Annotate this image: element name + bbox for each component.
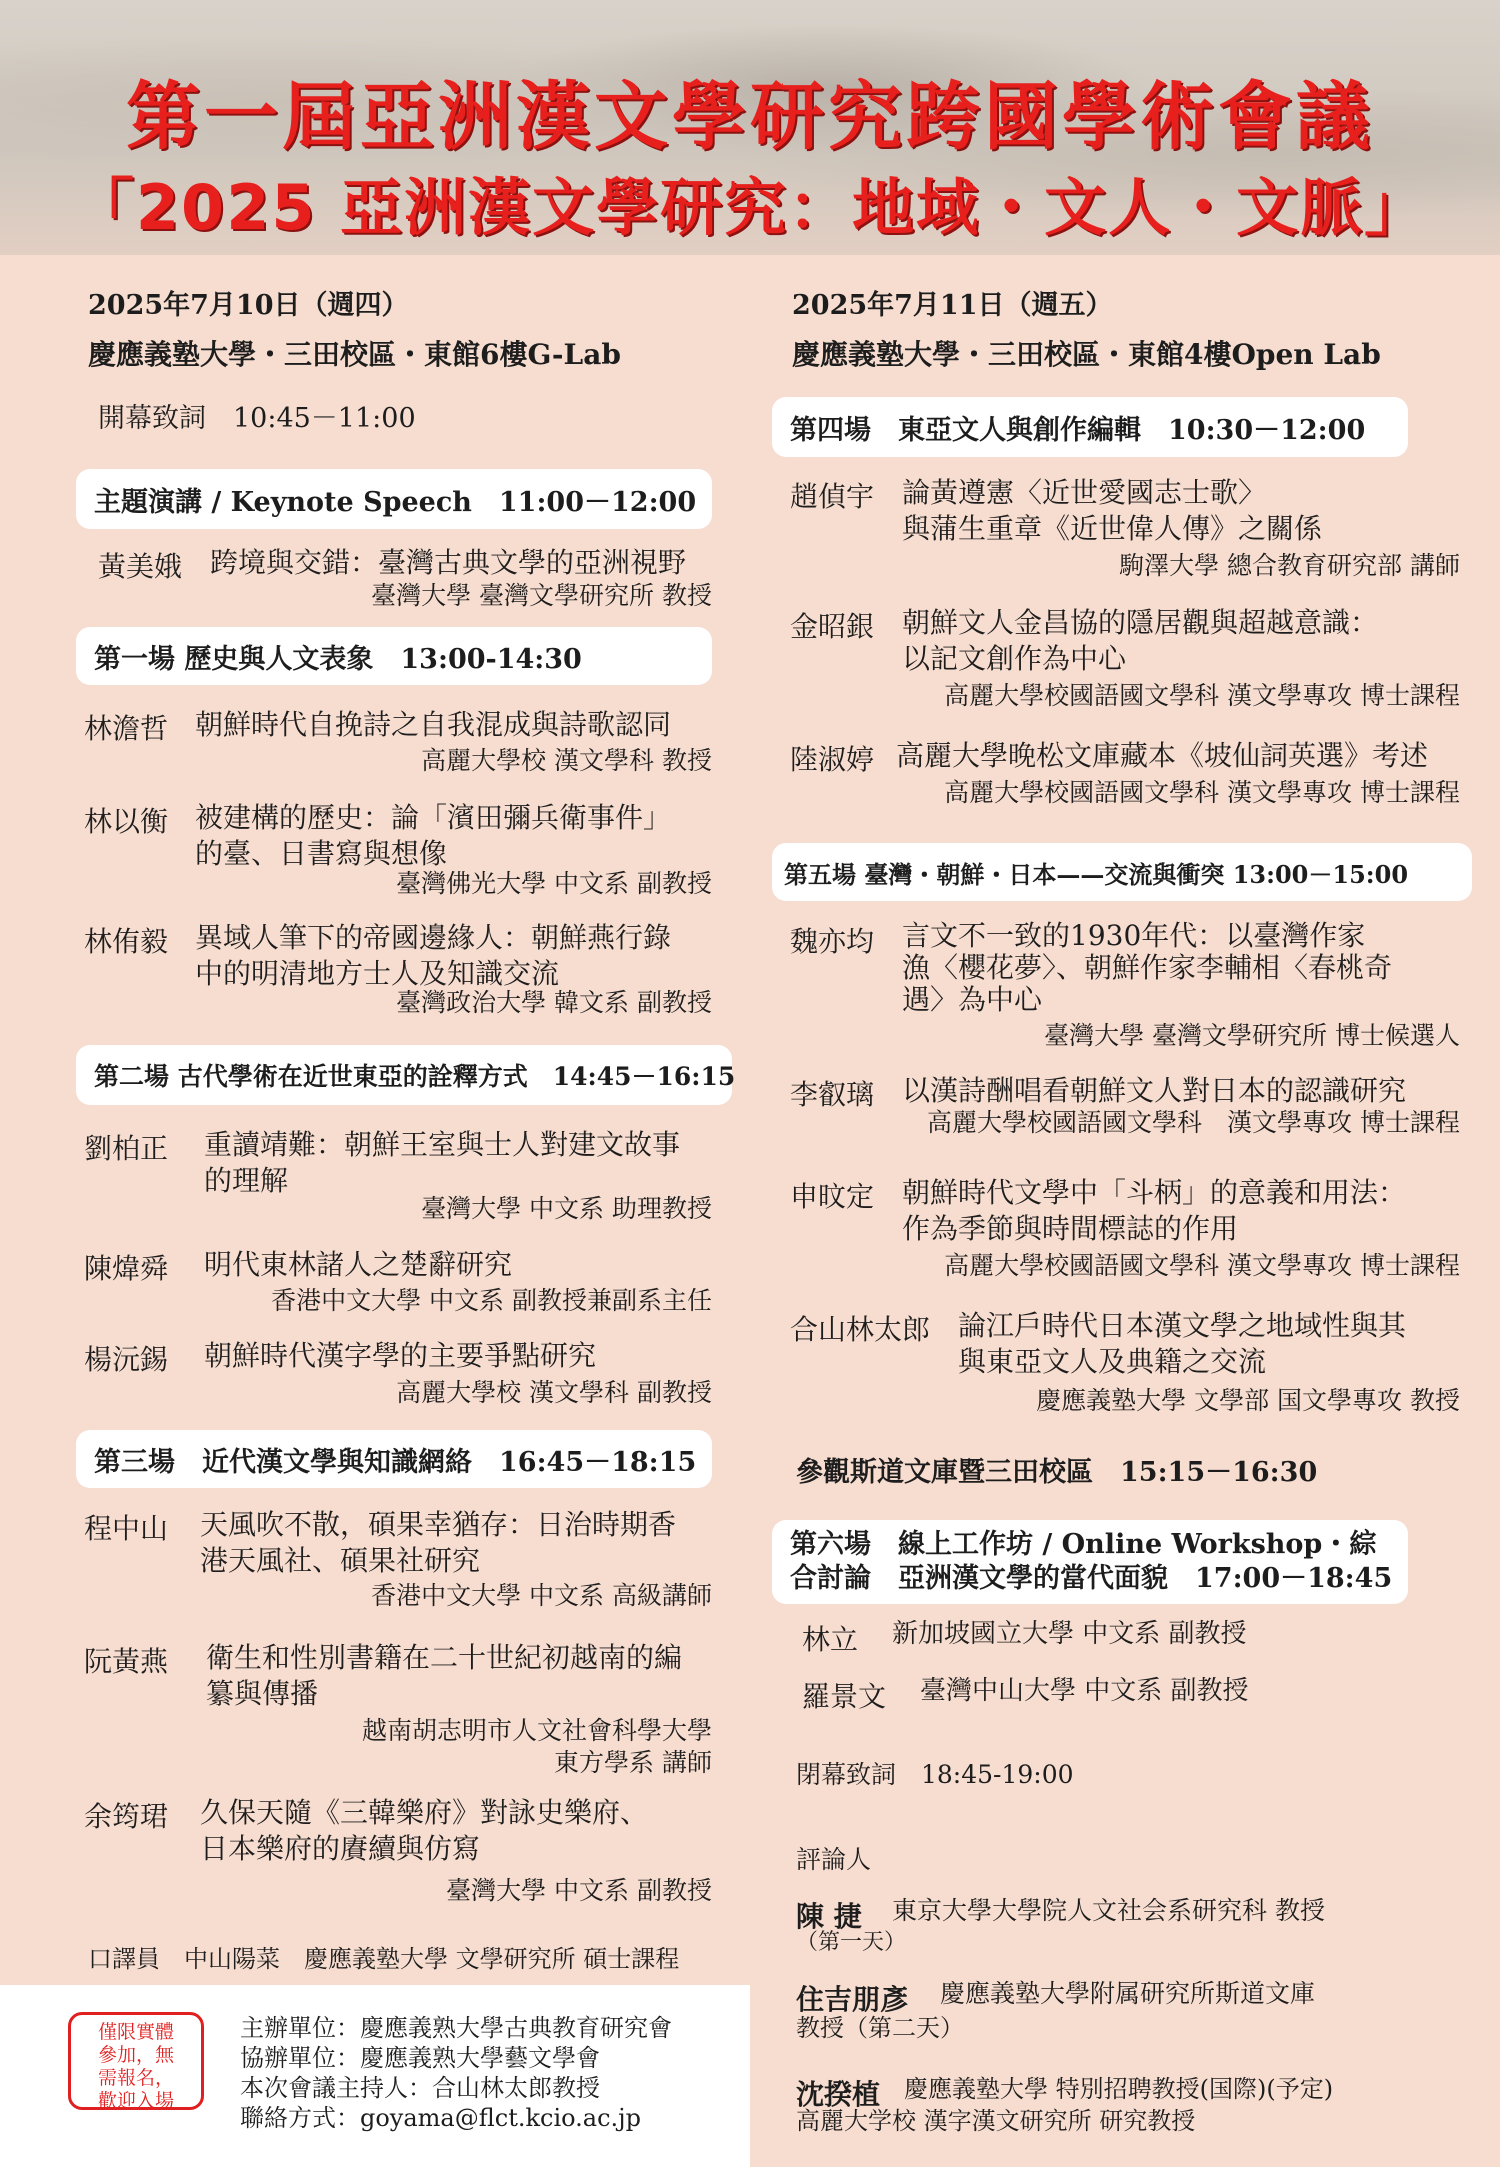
s3-talk: 久保天隨《三韓樂府》對詠史樂府、 日本樂府的賡續與仿寫 — [200, 1796, 649, 1865]
s4-affiliation: 高麗大學校國語國文學科 漢文學專攻 博士課程 — [944, 681, 1460, 710]
s4-speaker: 金昭銀 — [790, 610, 875, 643]
s2-speaker: 陳煒舜 — [84, 1252, 169, 1285]
commentator-name: 沈揆植 — [796, 2078, 881, 2111]
commentator-name: 陳 捷 — [796, 1900, 862, 1933]
s1-affiliation: 臺灣政治大學 韓文系 副教授 — [396, 988, 712, 1017]
s4-talk: 高麗大學晚松文庫藏本《坡仙詞英選》考述 — [896, 739, 1429, 772]
s4-speaker: 趙偵宇 — [790, 480, 875, 513]
s5-talk: 朝鮮時代文學中「斗柄」的意義和用法： 作為季節與時間標誌的作用 — [902, 1176, 1407, 1245]
commentator-name: 住吉朋彥 — [796, 1983, 909, 2016]
s4-speaker: 陸淑婷 — [790, 743, 875, 776]
opening-remarks: 開幕致詞 10:45－11:00 — [98, 403, 416, 434]
s3-affiliation: 臺灣大學 中文系 副教授 — [446, 1876, 712, 1905]
s6-affiliation: 臺灣中山大學 中文系 副教授 — [920, 1676, 1249, 1706]
commentator-note: 高麗大学校 漢字漢文研究所 研究教授 — [796, 2107, 1196, 2135]
session4-header: 第四場 東亞文人與創作編輯 10:30－12:00 — [772, 397, 1408, 457]
s4-affiliation: 駒澤大學 總合教育研究部 講師 — [1119, 551, 1460, 580]
s4-talk: 論黃遵憲〈近世愛國志士歌〉 與蒲生重章《近世偉人傳》之關係 — [902, 476, 1323, 545]
s3-talk: 衛生和性別書籍在二十世紀初越南的編 纂與傳播 — [206, 1641, 683, 1710]
conference-chair: 本次會議主持人：合山林太郎教授 — [240, 2074, 600, 2102]
s3-affiliation: 越南胡志明市人文社會科學大學 東方學系 講師 — [361, 1716, 712, 1777]
session2-header: 第二場 古代學術在近世東亞的詮釋方式 14:45－16:15 — [76, 1045, 732, 1105]
s5-affiliation: 慶應義塾大學 文學部 国文學專攻 教授 — [1036, 1386, 1460, 1415]
keynote-header: 主題演講 / Keynote Speech 11:00－12:00 — [76, 469, 712, 529]
s5-affiliation: 高麗大學校國語國文學科 漢文學專攻 博士課程 — [944, 1251, 1460, 1280]
conference-title: 第一屆亞洲漢文學研究跨國學術會議 — [126, 74, 1374, 160]
s6-affiliation: 新加坡國立大學 中文系 副教授 — [892, 1619, 1247, 1649]
s1-talk: 被建構的歷史：論「濱田彌兵衛事件」 的臺、日書寫與想像 — [195, 801, 672, 870]
keynote-talk: 跨境與交錯：臺灣古典文學的亞洲視野 — [210, 546, 687, 579]
s2-affiliation: 高麗大學校 漢文學科 副教授 — [396, 1378, 712, 1407]
commentator-note: （第一天） — [796, 1930, 907, 1955]
commentator-affiliation: 慶應義塾大學 特別招聘教授(国際)(予定) — [904, 2075, 1334, 2103]
day1-venue: 慶應義塾大學・三田校區・東館6樓G-Lab — [88, 338, 621, 371]
s5-talk: 論江戶時代日本漢文學之地域性與其 與東亞文人及典籍之交流 — [958, 1309, 1407, 1378]
commentator-affiliation: 慶應義塾大學附属研究所斯道文庫 — [940, 1979, 1316, 2008]
s6-speaker: 林立 — [802, 1623, 859, 1656]
s4-affiliation: 高麗大學校國語國文學科 漢文學專攻 博士課程 — [944, 778, 1460, 807]
s2-speaker: 劉柏正 — [84, 1132, 169, 1165]
session6-header: 第六場 線上工作坊 / Online Workshop・綜 合討論 亞洲漢文學的當代面貌 17:00－18:45 — [772, 1520, 1408, 1604]
s5-affiliation: 臺灣大學 臺灣文學研究所 博士候選人 — [1044, 1021, 1460, 1050]
co-organizer: 協辦單位：慶應義熟大學藝文學會 — [240, 2044, 600, 2072]
interpreter-note: 口譯員 中山陽菜 慶應義塾大學 文學研究所 碩士課程 — [88, 1945, 680, 1973]
s2-talk: 朝鮮時代漢字學的主要爭點研究 — [204, 1339, 597, 1372]
s2-affiliation: 臺灣大學 中文系 助理教授 — [421, 1194, 712, 1223]
day2-date: 2025年7月11日（週五） — [792, 290, 1113, 321]
s3-speaker: 阮黃燕 — [84, 1645, 169, 1678]
day2-venue: 慶應義塾大學・三田校區・東館4樓Open Lab — [792, 338, 1381, 371]
s5-talk: 以漢詩酬唱看朝鮮文人對日本的認識研究 — [902, 1074, 1407, 1107]
closing-remarks: 閉幕致詞 18:45-19:00 — [796, 1760, 1074, 1789]
s2-speaker: 楊沅錫 — [84, 1343, 169, 1376]
s5-affiliation: 高麗大學校國語國文學科 漢文學專攻 博士課程 — [927, 1108, 1460, 1137]
s1-affiliation: 臺灣佛光大學 中文系 副教授 — [396, 869, 712, 898]
library-tour: 參觀斯道文庫暨三田校區 15:15－16:30 — [796, 1457, 1318, 1488]
s2-talk: 明代東林諸人之楚辭研究 — [204, 1248, 513, 1281]
keynote-speaker: 黃美娥 — [98, 550, 183, 583]
header-banner — [0, 0, 1500, 255]
s3-talk: 天風吹不散，碩果幸猶存：日治時期香 港天風社、碩果社研究 — [200, 1508, 677, 1577]
host-organizer: 主辦單位：慶應義熟大學古典教育研究會 — [240, 2014, 672, 2042]
s5-speaker: 合山林太郎 — [790, 1313, 931, 1346]
s5-speaker: 申旼定 — [790, 1180, 875, 1213]
session1-header: 第一場 歷史與人文表象 13:00-14:30 — [76, 627, 712, 685]
s1-speaker: 林侑毅 — [84, 925, 169, 958]
s3-speaker: 程中山 — [84, 1512, 169, 1545]
day1-date: 2025年7月10日（週四） — [88, 290, 409, 321]
s3-affiliation: 香港中文大學 中文系 高級講師 — [371, 1581, 712, 1610]
keynote-affiliation: 臺灣大學 臺灣文學研究所 教授 — [371, 581, 712, 610]
s2-affiliation: 香港中文大學 中文系 副教授兼副系主任 — [271, 1286, 712, 1315]
s5-speaker: 李叡璃 — [790, 1078, 875, 1111]
s6-speaker: 羅景文 — [802, 1680, 887, 1713]
s1-talk: 朝鮮時代自挽詩之自我混成與詩歌認同 — [195, 708, 672, 741]
conference-subtitle: 「2025 亞洲漢文學研究：地域・文人・文脈」 — [71, 171, 1429, 244]
s3-speaker: 余筠珺 — [84, 1800, 169, 1833]
session5-header: 第五場 臺灣・朝鮮・日本——交流與衝突 13:00－15:00 — [772, 843, 1472, 901]
session3-header: 第三場 近代漢文學與知識網絡 16:45－18:15 — [76, 1430, 712, 1488]
s2-talk: 重讀靖難：朝鮮王室與士人對建文故事 的理解 — [204, 1128, 681, 1197]
commentator-affiliation: 東京大學大學院人文社会系研究科 教授 — [892, 1896, 1325, 1925]
s5-talk: 言文不一致的1930年代：以臺灣作家 漁〈櫻花夢〉、朝鮮作家李輔相〈春桃奇 遇〉為中心 — [902, 919, 1393, 1016]
contact-email: 聯絡方式：goyama@flct.kcio.ac.jp — [240, 2104, 641, 2132]
commentators-label: 評論人 — [796, 1845, 872, 1874]
s1-speaker: 林以衡 — [84, 805, 169, 838]
s4-talk: 朝鮮文人金昌協的隱居觀與超越意識： 以記文創作為中心 — [902, 606, 1379, 675]
admission-stamp: 僅限實體 參加，無 需報名， 歡迎入場 — [68, 2012, 204, 2110]
s1-talk: 異域人筆下的帝國邊緣人：朝鮮燕行錄 中的明清地方士人及知識交流 — [195, 921, 672, 990]
s5-speaker: 魏亦均 — [790, 925, 875, 958]
s1-speaker: 林澹哲 — [84, 712, 169, 745]
commentator-note: 教授（第二天） — [796, 2014, 964, 2042]
s1-affiliation: 高麗大學校 漢文學科 教授 — [421, 746, 712, 775]
